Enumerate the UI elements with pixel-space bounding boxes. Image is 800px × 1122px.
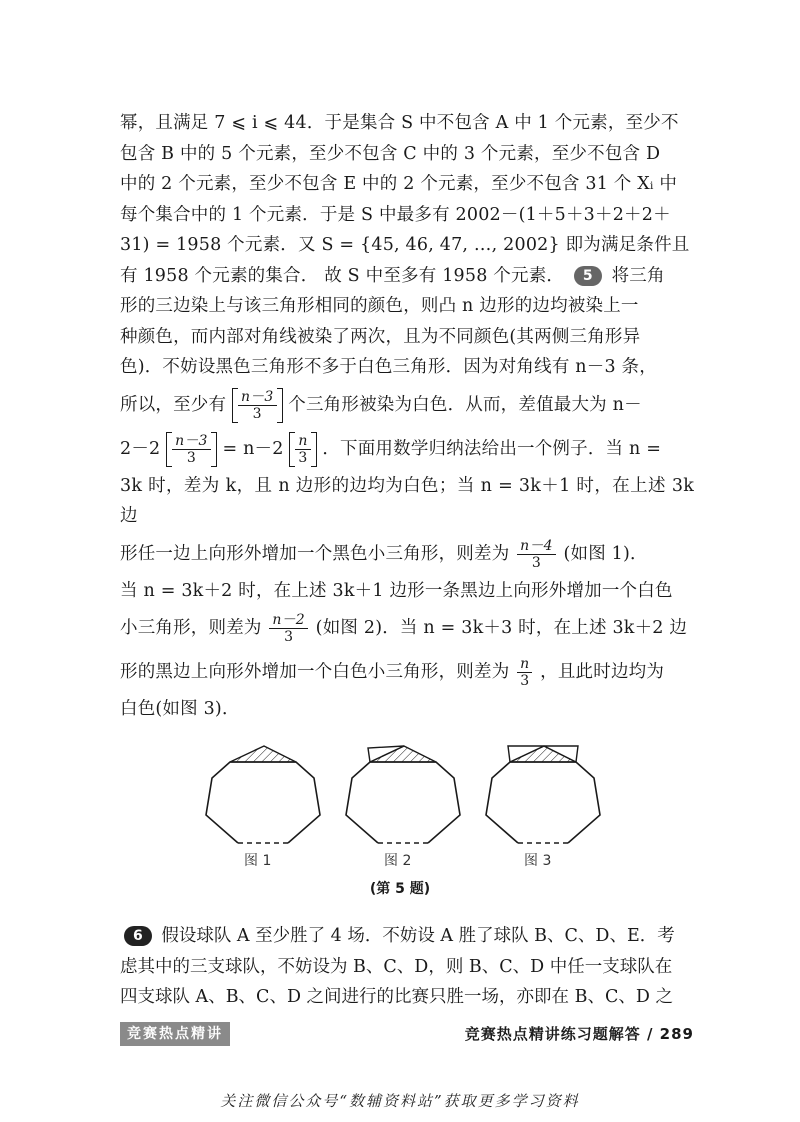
floor-bracket (166, 432, 217, 467)
text-line (120, 532, 694, 576)
fraction-denominator: 3 (298, 449, 308, 466)
fraction-numerator: n－3 (238, 389, 277, 406)
text-segment: ．下面用数学归纳法给出一个例子．当 n = (322, 438, 662, 459)
text-line: 种颜色，而内部对角线被染了两次，且为不同颜色(其两侧三角形异 (120, 326, 641, 347)
text-segment: (如图 1)． (563, 543, 648, 564)
fraction-numerator: n－4 (517, 538, 556, 555)
figure-1 (206, 746, 320, 843)
text-segment: ，且此时边均为 (540, 662, 665, 682)
fraction (238, 389, 277, 422)
figures-row (190, 740, 610, 900)
text-segment: 形任一边上向形外增加一个黑色小三角形，则差为 (120, 543, 510, 564)
text-segment: 假设球队 A 至少胜了 4 场．不妨设 A 胜了球队 B、C、D、E．考 (161, 926, 675, 946)
fraction (517, 656, 532, 689)
floor-bracket (289, 432, 316, 467)
figure-2-caption: 图 2 (384, 853, 412, 869)
text-line: 虑其中的三支球队，不妨设为 B、C、D，则 B、C、D 中任一支球队在 (120, 956, 673, 977)
fraction-numerator: n (295, 433, 310, 450)
text-line (120, 427, 694, 471)
footer-page-label: 竞赛热点精讲练习题解答 / 289 (464, 1025, 694, 1043)
fraction-denominator: 3 (252, 405, 262, 422)
text-line: 31) = 1958 个元素．又 S = {45, 46, 47, …, 2002} 即为满足条件且 (120, 235, 690, 255)
fraction (295, 433, 310, 466)
text-segment: 形的黑边上向形外增加一个白色小三角形，则差为 (120, 662, 510, 682)
text-line: 中的 2 个元素，至少不包含 E 中的 2 个元素，至少不包含 31 个 Xᵢ 中 (120, 174, 678, 194)
solution-text (120, 108, 694, 725)
problem-6-text (120, 921, 694, 1013)
text-line: 幂，且满足 7 ⩽ i ⩽ 44．于是集合 S 中不包含 A 中 1 个元素，至少不 (120, 113, 679, 133)
fraction-denominator: 3 (186, 449, 196, 466)
text-line (120, 383, 694, 427)
fraction (517, 538, 556, 571)
fraction-denominator: 3 (531, 554, 541, 571)
fraction-denominator: 3 (284, 629, 294, 645)
text-line: 当 n = 3k＋2 时，在上述 3k＋1 边形一条黑边上向形外增加一个白色 (120, 580, 673, 601)
text-segment: 个三角形被染为白色．从而，差值最大为 n－ (288, 394, 642, 415)
figure-2 (346, 746, 460, 843)
problem-5-caption: (第 5 题) (369, 881, 431, 897)
figure-1-caption: 图 1 (244, 853, 272, 869)
text-line: 每个集合中的 1 个元素．于是 S 中最多有 2002－(1＋5＋3＋2＋2＋ (120, 204, 671, 225)
text-line: 四支球队 A、B、C、D 之间进行的比赛只胜一场，亦即在 B、C、D 之 (120, 987, 673, 1007)
fraction (172, 433, 211, 466)
text-line: 3k 时，差为 k，且 n 边形的边均为白色；当 n = 3k＋1 时，在上述 3k 边 (120, 475, 694, 526)
text-segment: 小三角形，则差为 (120, 618, 262, 638)
text-segment: 2－2 (120, 438, 161, 459)
text-line (120, 261, 694, 292)
text-line: 形的三边染上与该三角形相同的颜色，则凸 n 边形的边均被染上一 (120, 296, 639, 316)
figure-3 (486, 746, 600, 843)
fraction-numerator: n－2 (269, 612, 308, 629)
footer-section-label: 竞赛热点精讲 (120, 1022, 230, 1046)
figure-3-caption: 图 3 (524, 853, 552, 869)
text-segment: (如图 2)．当 n = 3k＋3 时，在上述 3k＋2 边 (315, 618, 688, 638)
text-line (120, 606, 694, 650)
text-line (120, 921, 694, 952)
text-line: 白色(如图 3)． (120, 699, 240, 719)
problem-5-badge: 5 (574, 266, 602, 286)
fraction (269, 612, 308, 645)
fraction-denominator: 3 (520, 673, 530, 689)
fraction-numerator: n－3 (172, 433, 211, 450)
floor-bracket (232, 388, 283, 423)
watermark-text: 关注微信公众号“数辅资料站”获取更多学习资料 (220, 1092, 580, 1110)
text-segment: 将三角 (611, 265, 665, 286)
text-line: 色)．不妨设黑色三角形不多于白色三角形．因为对角线有 n－3 条， (120, 357, 657, 377)
text-line: 包含 B 中的 5 个元素，至少不包含 C 中的 3 个元素，至少不包含 D (120, 143, 661, 164)
text-segment: = n－2 (222, 438, 284, 459)
problem-6-badge: 6 (124, 926, 152, 946)
text-line (120, 650, 694, 694)
text-segment: 有 1958 个元素的集合． 故 S 中至多有 1958 个元素． (120, 265, 565, 286)
fraction-numerator: n (517, 656, 532, 673)
text-segment: 所以，至少有 (120, 394, 227, 415)
